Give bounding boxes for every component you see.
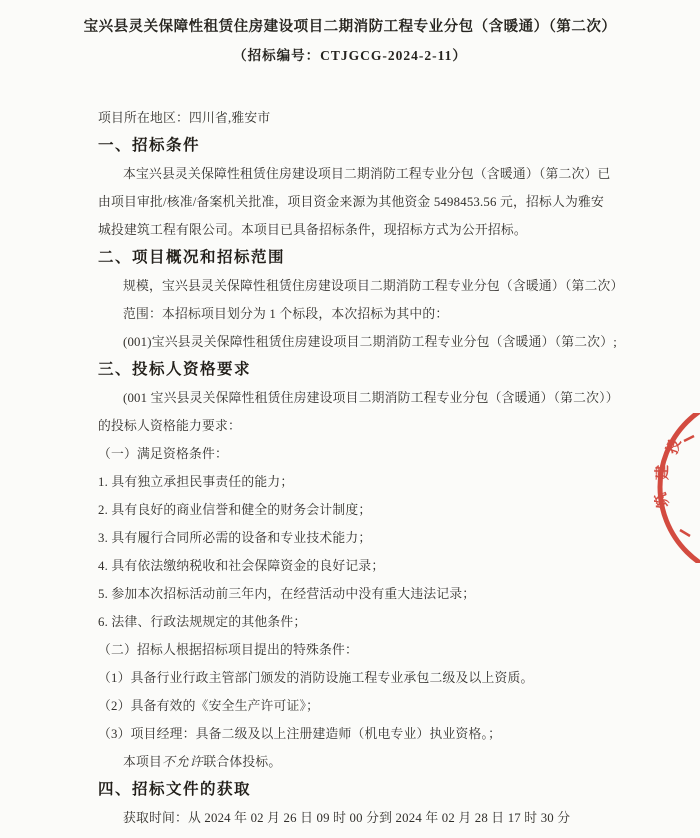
text-segment: 联合体投标。	[203, 755, 282, 769]
document-line: (001)宝兴县灵关保障性租赁住房建设项目二期消防工程专业分包（含暖通）（第二次）;	[123, 335, 617, 349]
document-line: （1）具备行业行政主管部门颁发的消防设施工程专业承包二级及以上资质。	[98, 671, 534, 685]
document-line: 规模，宝兴县灵关保障性租赁住房建设项目二期消防工程专业分包（含暖通）（第二次）	[123, 279, 624, 293]
document-line: （2）具备有效的《安全生产许可证》；	[98, 699, 320, 713]
document-line: 二、项目概况和招标范围	[98, 249, 286, 266]
tender-number: （招标编号：CTJGCG-2024-2-11）	[233, 48, 467, 63]
document-line: 2. 具有良好的商业信誉和健全的财务会计制度；	[98, 503, 372, 517]
document-line: 1. 具有独立承担民事责任的能力；	[98, 475, 294, 489]
document-line: 4. 具有依法缴纳税收和社会保障资金的良好记录；	[98, 559, 385, 573]
document-body	[0, 104, 700, 832]
document-line: 四、招标文件的获取	[98, 781, 252, 798]
document-line: 由项目审批/核准/备案机关批准，项目资金来源为其他资金 5498453.56 元，招标人为雅安	[98, 195, 604, 209]
document-line: （3）项目经理：具备二级及以上注册建造师（机电专业）执业资格。；	[98, 727, 502, 741]
seal-character: 投	[664, 437, 685, 457]
document-line: 三、投标人资格要求	[98, 361, 252, 378]
document-line	[98, 748, 660, 776]
document-line: 城投建筑工程有限公司。本项目已具备招标条件，现招标方式为公开招标。	[98, 223, 527, 237]
document-line: (001 宝兴县灵关保障性租赁住房建设项目二期消防工程专业分包（含暖通）（第二次））	[123, 391, 619, 405]
document-line: 6. 法律、行政法规规定的其他条件；	[98, 615, 307, 629]
document-line: 的投标人资格能力要求：	[98, 419, 241, 433]
document-line: 范围：本招标项目划分为 1 个标段，本次招标为其中的：	[123, 307, 449, 321]
document-title: 宝兴县灵关保障性租赁住房建设项目二期消防工程专业分包（含暖通）（第二次）	[83, 19, 617, 35]
document-line: 项目所在地区：四川省,雅安市	[98, 111, 271, 125]
document-line: 本宝兴县灵关保障性租赁住房建设项目二期消防工程专业分包（含暖通）（第二次）已	[123, 167, 611, 181]
text-segment: 本项目	[123, 755, 162, 769]
seal-character: 筑	[652, 490, 673, 510]
document-line: （一）满足资格条件：	[98, 447, 228, 461]
document-line: 一、招标条件	[98, 137, 201, 154]
document-line: （二）招标人根据招标项目提出的特殊条件：	[98, 643, 358, 657]
seal-character: 建	[655, 464, 671, 480]
emphasized-text: 不允许	[162, 755, 204, 769]
document-line: 3. 具有履行合同所必需的设备和专业技术能力；	[98, 531, 372, 545]
document-line: 5. 参加本次招标活动前三年内，在经营活动中没有重大违法记录；	[98, 587, 476, 601]
document-line: 获取时间：从 2024 年 02 月 26 日 09 时 00 分到 2024 年 02 月 28 日 17 时 30 分	[123, 811, 571, 825]
